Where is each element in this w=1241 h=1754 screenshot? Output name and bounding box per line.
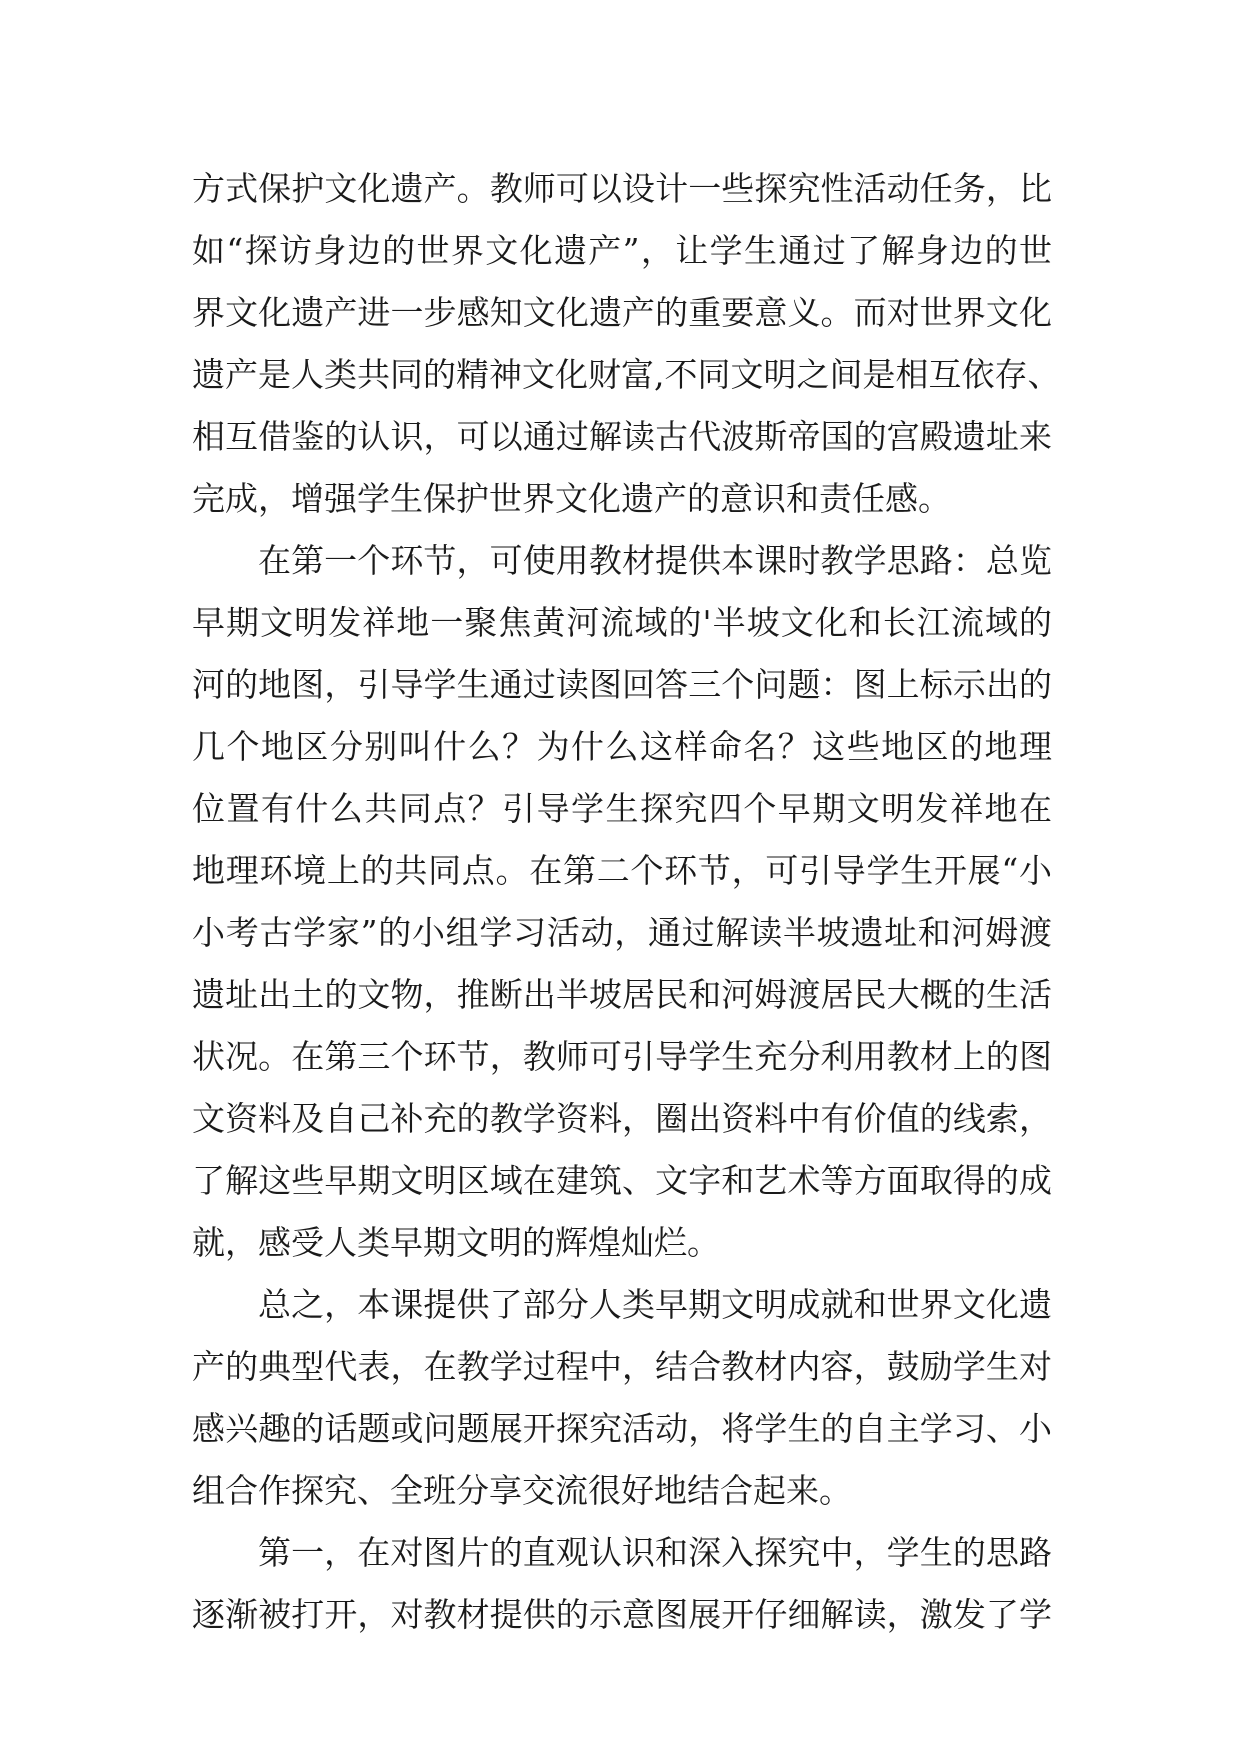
text-line: 界文化遗产进一步感知文化遗产的重要意义。而对世界文化 [192, 293, 1052, 332]
text-line: 早期文明发祥地一聚焦黄河流域的'半坡文化和长江流域的 [192, 603, 1052, 642]
text-line: 完成，增强学生保护世界文化遗产的意识和责任感。 [192, 479, 951, 518]
text-line: 第一，在对图片的直观认识和深入探究中，学生的思路 [258, 1533, 1052, 1572]
text-line: 小考古学家”的小组学习活动，通过解读半坡遗址和河姆渡 [192, 913, 1052, 952]
body-text [192, 158, 1061, 1646]
text-line: 文资料及自己补充的教学资料，圈出资料中有价值的线索， [192, 1099, 1052, 1138]
text-line: 相互借鉴的认识，可以通过解读古代波斯帝国的宫殿遗址来 [192, 417, 1052, 456]
text-line: 方式保护文化遗产。教师可以设计一些探究性活动任务，比 [192, 169, 1052, 208]
text-line: 如“探访身边的世界文化遗产”，让学生通过了解身边的世 [192, 231, 1052, 270]
text-line: 在第一个环节，可使用教材提供本课时教学思路：总览 [258, 541, 1052, 580]
paragraph-3 [192, 1274, 1052, 1522]
text-line: 总之，本课提供了部分人类早期文明成就和世界文化遗 [258, 1285, 1052, 1324]
text-line: 了解这些早期文明区域在建筑、文字和艺术等方面取得的成 [192, 1161, 1052, 1200]
text-line: 遗址出土的文物，推断出半坡居民和河姆渡居民大概的生活 [192, 975, 1052, 1014]
text-line: 地理环境上的共同点。在第二个环节，可引导学生开展“小 [192, 851, 1052, 890]
text-line: 位置有什么共同点？引导学生探究四个早期文明发祥地在 [192, 789, 1052, 828]
text-line: 产的典型代表，在教学过程中，结合教材内容，鼓励学生对 [192, 1347, 1052, 1386]
text-line: 就，感受人类早期文明的辉煌灿烂。 [192, 1223, 720, 1262]
text-line: 组合作探究、全班分享交流很好地结合起来。 [192, 1471, 852, 1510]
text-line: 感兴趣的话题或问题展开探究活动，将学生的自主学习、小 [192, 1409, 1052, 1448]
text-line: 逐渐被打开，对教材提供的示意图展开仔细解读，激发了学 [192, 1595, 1052, 1634]
text-line: 状况。在第三个环节，教师可引导学生充分利用教材上的图 [192, 1037, 1052, 1076]
text-line: 几个地区分别叫什么？为什么这样命名？这些地区的地理 [192, 727, 1052, 766]
paragraph-4 [192, 1522, 1052, 1646]
paragraph-1 [192, 158, 1061, 530]
text-line: 遗产是人类共同的精神文化财富,不同文明之间是相互依存、 [192, 355, 1061, 394]
text-line: 河的地图，引导学生通过读图回答三个问题：图上标示出的 [192, 665, 1052, 704]
paragraph-2 [192, 530, 1052, 1274]
